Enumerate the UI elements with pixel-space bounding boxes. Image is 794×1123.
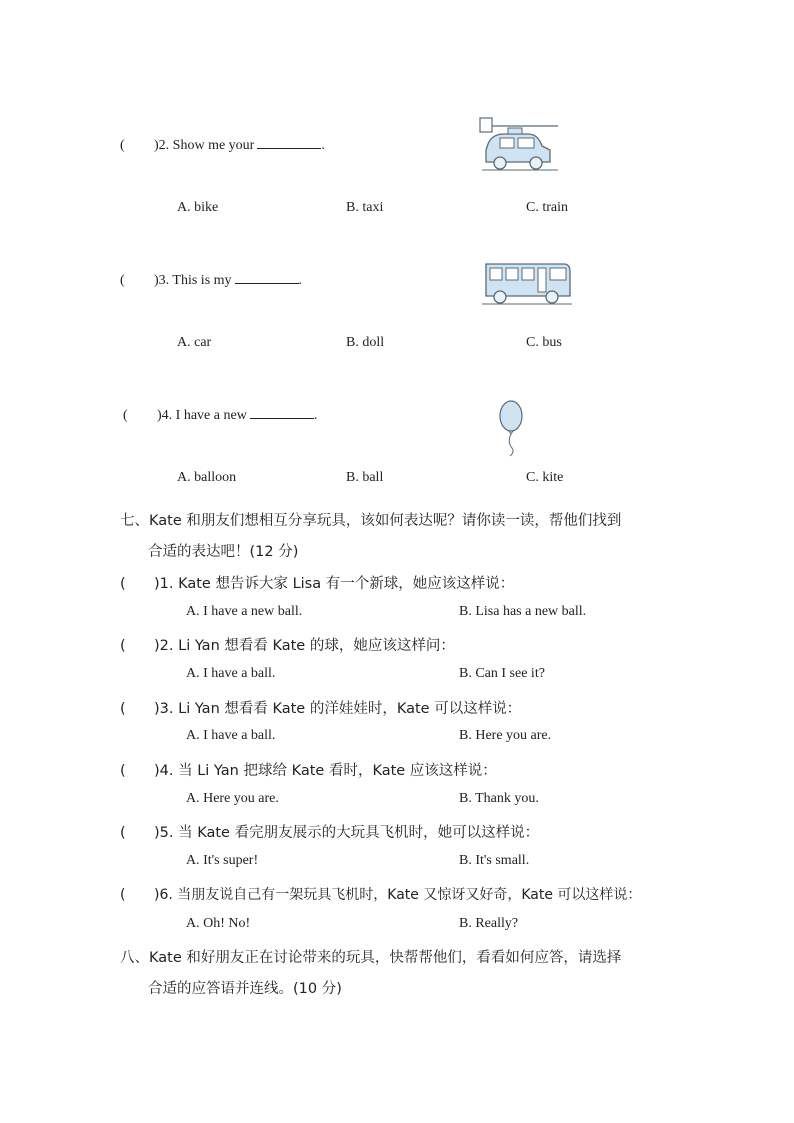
q3-option-c: C. bus <box>526 335 562 350</box>
item-3-question: ( )3. Li Yan 想看看 Kate 的洋娃娃时，Kate 可以这样说： <box>120 701 522 717</box>
q4-stem: ( )4. I have a new . <box>123 408 318 423</box>
taxi-icon <box>478 114 560 176</box>
item-1-option-a: A. I have a new ball. <box>186 604 303 619</box>
section-8-heading-line2: 合适的应答语并连线。(10 分) <box>148 981 342 997</box>
q2-stem: ( )2. Show me your . <box>120 138 325 153</box>
q2-option-a: A. bike <box>177 200 219 215</box>
item-2-question: ( )2. Li Yan 想看看 Kate 的球，她应该这样问： <box>120 638 455 654</box>
q3-option-a: A. car <box>177 335 212 350</box>
bus-icon <box>480 258 574 308</box>
answer-paren[interactable]: ( <box>120 825 126 841</box>
q3-option-b: B. doll <box>346 335 385 350</box>
answer-paren[interactable]: ( <box>120 701 126 717</box>
section-7-heading-line1: 七、Kate 和朋友们想相互分享玩具，该如何表达呢？请你读一读，帮他们找到 <box>120 513 622 529</box>
answer-paren[interactable]: ( <box>120 887 126 903</box>
answer-blank[interactable] <box>257 136 321 149</box>
answer-blank[interactable] <box>250 406 314 419</box>
item-4-option-a: A. Here you are. <box>186 791 279 806</box>
answer-paren[interactable]: ( <box>120 138 125 153</box>
answer-blank[interactable] <box>235 271 299 284</box>
q2-option-c: C. train <box>526 200 568 215</box>
item-3-option-a: A. I have a ball. <box>186 728 276 743</box>
section-8-heading-line1: 八、Kate 和好朋友正在讨论带来的玩具，快帮帮他们，看看如何应答，请选择 <box>120 950 622 966</box>
q3-stem: ( )3. This is my . <box>120 273 303 288</box>
item-5-option-b: B. It's small. <box>459 853 530 868</box>
answer-paren[interactable]: ( <box>120 273 125 288</box>
item-6-question: ( )6. 当朋友说自己有一架玩具飞机时，Kate 又惊讶又好奇，Kate 可以这样说： <box>120 887 642 903</box>
item-5-option-a: A. It's super! <box>186 853 259 868</box>
item-6-option-a: A. Oh! No! <box>186 916 251 931</box>
item-5-question: ( )5. 当 Kate 看完朋友展示的大玩具飞机时，她可以这样说： <box>120 825 540 841</box>
item-4-option-b: B. Thank you. <box>459 791 539 806</box>
answer-paren[interactable]: ( <box>120 576 126 592</box>
q4-option-a: A. balloon <box>177 470 237 485</box>
answer-paren[interactable]: ( <box>123 408 128 423</box>
item-1-option-b: B. Lisa has a new ball. <box>459 604 587 619</box>
answer-paren[interactable]: ( <box>120 763 126 779</box>
item-2-option-a: A. I have a ball. <box>186 666 276 681</box>
q4-option-b: B. ball <box>346 470 384 485</box>
q2-option-b: B. taxi <box>346 200 384 215</box>
item-4-question: ( )4. 当 Li Yan 把球给 Kate 看时，Kate 应该这样说： <box>120 763 497 779</box>
item-6-option-b: B. Really? <box>459 916 519 931</box>
item-3-option-b: B. Here you are. <box>459 728 552 743</box>
item-2-option-b: B. Can I see it? <box>459 666 545 681</box>
section-7-heading-line2: 合适的表达吧！(12 分) <box>148 544 299 560</box>
balloon-icon <box>496 398 526 458</box>
item-1-question: ( )1. Kate 想告诉大家 Lisa 有一个新球，她应该这样说： <box>120 576 515 592</box>
q4-option-c: C. kite <box>526 470 564 485</box>
answer-paren[interactable]: ( <box>120 638 126 654</box>
